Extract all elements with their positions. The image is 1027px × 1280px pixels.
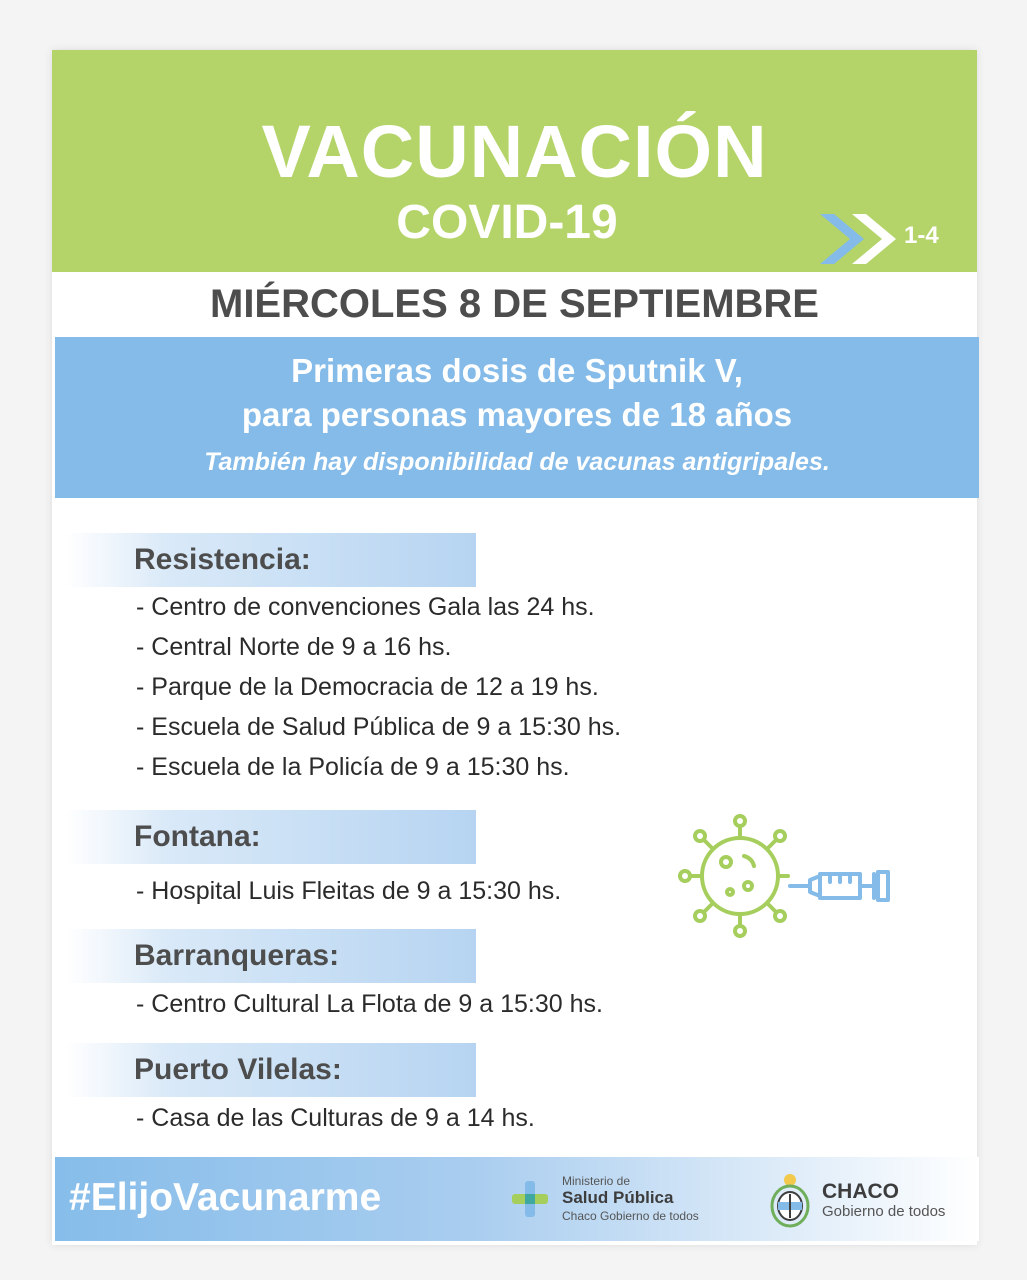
virus-icon — [680, 816, 788, 936]
gov-tagline: Gobierno de todos — [822, 1203, 946, 1220]
ministry-line-3: Chaco Gobierno de todos — [562, 1209, 699, 1223]
info-line-1: Primeras dosis de Sputnik V, — [291, 352, 743, 389]
list-item: - Central Norte de 9 a 16 hs. — [136, 633, 452, 661]
list-item: - Centro Cultural La Flota de 9 a 15:30 hs. — [136, 990, 603, 1018]
section-header-barranqueras — [66, 929, 476, 983]
page-title: VACUNACIÓN — [261, 110, 768, 193]
list-item: - Parque de la Democracia de 12 a 19 hs. — [136, 673, 599, 701]
date-heading: MIÉRCOLES 8 DE SEPTIEMBRE — [210, 282, 819, 326]
section-title: Barranqueras: — [134, 939, 340, 972]
coat-of-arms-icon — [767, 1172, 813, 1230]
list-item: - Escuela de Salud Pública de 9 a 15:30 hs. — [136, 713, 622, 741]
list-item: - Centro de convenciones Gala las 24 hs. — [136, 593, 595, 621]
section-title: Puerto Vilelas: — [134, 1053, 342, 1086]
gov-name: CHACO — [822, 1180, 899, 1203]
ministry-line-2: Salud Pública — [562, 1188, 674, 1207]
virus-syringe-illustration — [678, 812, 898, 940]
hashtag-text: #ElijoVacunarme — [69, 1176, 382, 1219]
info-line-2: para personas mayores de 18 años — [241, 396, 793, 433]
dose-badge: 1-4 — [904, 222, 939, 249]
syringe-icon — [790, 872, 888, 900]
ministry-line-1: Ministerio de — [562, 1174, 631, 1188]
double-chevron-icon — [820, 210, 900, 268]
page-subtitle: COVID-19 — [396, 196, 618, 249]
section-header-puerto-vilelas — [66, 1043, 476, 1097]
list-item: - Casa de las Culturas de 9 a 14 hs. — [136, 1104, 535, 1132]
list-item: - Hospital Luis Fleitas de 9 a 15:30 hs. — [136, 877, 562, 905]
section-title: Fontana: — [134, 820, 261, 853]
header-banner — [52, 50, 977, 272]
section-title: Resistencia: — [134, 543, 311, 576]
section-header-fontana — [66, 810, 476, 864]
list-item: - Escuela de la Policía de 9 a 15:30 hs. — [136, 753, 570, 781]
footer-bar — [55, 1157, 979, 1241]
info-banner — [55, 337, 979, 498]
plus-cross-icon — [510, 1179, 550, 1219]
info-line-3: También hay disponibilidad de vacunas antigripales. — [204, 448, 830, 476]
section-header-resistencia — [66, 533, 476, 587]
